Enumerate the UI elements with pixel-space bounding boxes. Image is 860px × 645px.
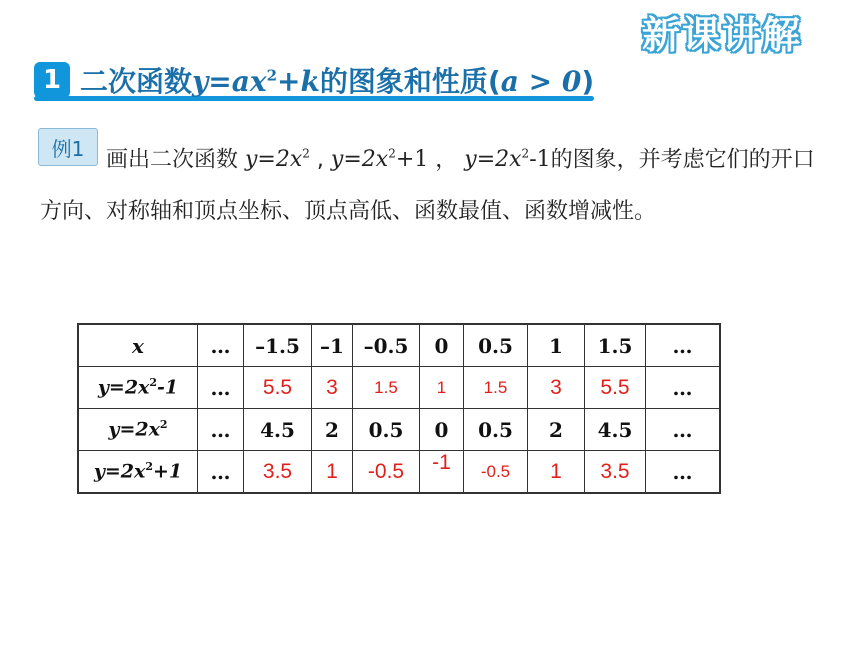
table-header-row	[78, 324, 720, 367]
table-cell: …	[646, 367, 721, 409]
table-row	[78, 451, 720, 494]
title-formula	[192, 65, 320, 98]
table-cell: 3.5	[244, 451, 312, 494]
example-text	[40, 128, 820, 238]
row-label: $y=2x^2$	[78, 409, 198, 451]
formula-1: $y=2x^2$	[245, 147, 310, 173]
table-row	[78, 409, 720, 451]
table-header-cell: 1.5	[585, 324, 646, 367]
value-table	[77, 323, 721, 494]
title-suffix: 的图象和性质(	[319, 65, 501, 98]
table-cell: -0.5	[464, 451, 528, 494]
table-header-cell: 0.5	[464, 324, 528, 367]
table-cell: 1.5	[353, 367, 420, 409]
title-formula-main: y=ax	[192, 65, 267, 98]
table-cell: …	[198, 367, 244, 409]
title-close: )	[581, 65, 595, 98]
table-cell: 3	[312, 367, 353, 409]
table-cell: -0.5	[353, 451, 420, 494]
table-cell: 1	[528, 451, 585, 494]
table-cell: …	[198, 451, 244, 494]
section-number-badge: 1	[34, 62, 70, 98]
section-label: 新课讲解	[641, 13, 802, 57]
sep-1: ,	[309, 147, 331, 173]
title-prefix: 二次函数	[80, 65, 193, 98]
table-cell: 0.5	[464, 409, 528, 451]
table-cell: 0	[420, 409, 464, 451]
formula-2: $y=2x^2+1$	[330, 147, 429, 173]
sep-2: ，	[428, 147, 465, 173]
table-header-cell: –1	[312, 324, 353, 367]
table-header-cell: …	[646, 324, 721, 367]
example-tag: 例1	[38, 128, 98, 166]
table-header-cell: x	[78, 324, 198, 367]
table-cell: 4.5	[585, 409, 646, 451]
table-cell: …	[646, 409, 721, 451]
table-header-cell: –1.5	[244, 324, 312, 367]
table-cell: …	[646, 451, 721, 494]
title-formula-tail: +k	[277, 65, 320, 98]
table-cell: 4.5	[244, 409, 312, 451]
row-label: $y=2x^2-1$	[78, 367, 198, 409]
table-header-cell: 0	[420, 324, 464, 367]
table-header-cell: 1	[528, 324, 585, 367]
lesson-title	[80, 60, 594, 100]
table-cell: 2	[312, 409, 353, 451]
table-cell: 5.5	[244, 367, 312, 409]
title-condition: a > 0	[500, 65, 582, 98]
example-rest: 的图象，并考虑它们的开口方向、对称轴和顶点坐标、顶点高低、函数最值、函数增减性。	[40, 147, 815, 225]
table-header-cell: –0.5	[353, 324, 420, 367]
table-cell: 1	[420, 367, 464, 409]
table-cell: 1.5	[464, 367, 528, 409]
table-row	[78, 367, 720, 409]
table-cell: 1	[312, 451, 353, 494]
table-cell: 5.5	[585, 367, 646, 409]
table-cell: 0.5	[353, 409, 420, 451]
table-cell: 3.5	[585, 451, 646, 494]
table-cell: -1	[420, 451, 464, 494]
title-formula-exp: 2	[266, 66, 278, 85]
row-label: $y=2x^2+1$	[78, 451, 198, 494]
example-intro: 画出二次函数	[106, 147, 245, 173]
formula-3: $y=2x^2-1$	[464, 147, 551, 173]
table-header-cell: …	[198, 324, 244, 367]
table-cell: 3	[528, 367, 585, 409]
table-cell: 2	[528, 409, 585, 451]
table-cell: …	[198, 409, 244, 451]
